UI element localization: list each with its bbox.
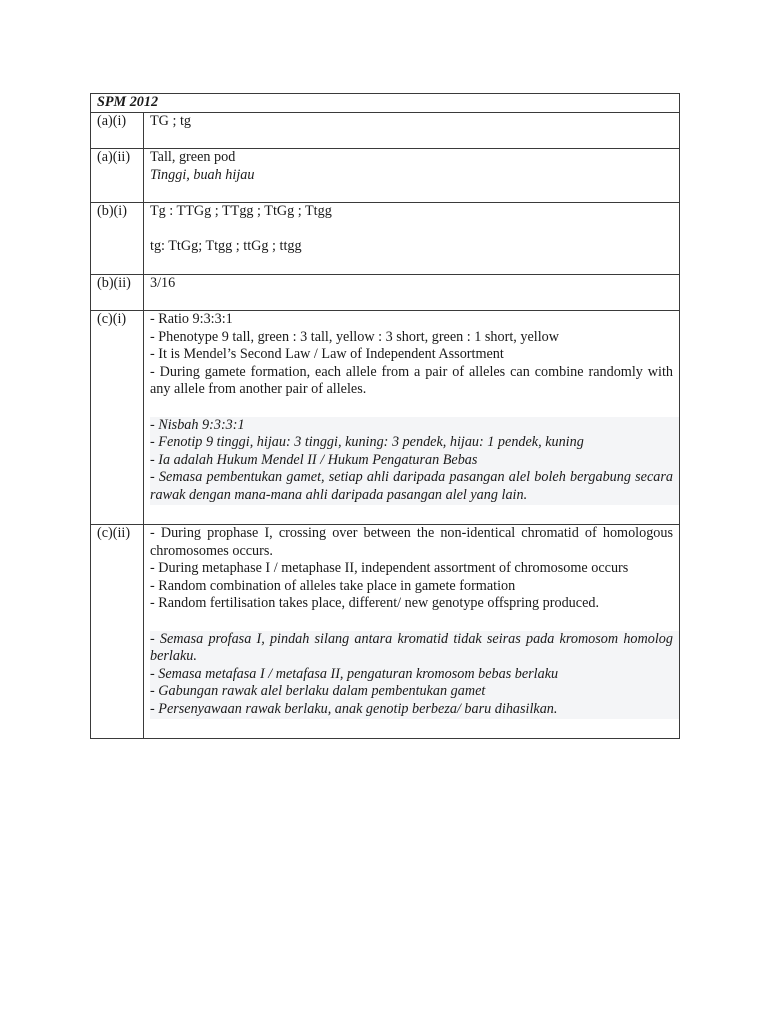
answer-line: Tall, green pod bbox=[150, 149, 236, 165]
table-row bbox=[91, 203, 680, 275]
answer-cell bbox=[144, 149, 680, 203]
answer-line-malay: - Nisbah 9:3:3:1 bbox=[150, 416, 245, 433]
table-row bbox=[91, 525, 680, 739]
question-label: (b)(ii) bbox=[91, 275, 144, 311]
malay-translation-block bbox=[150, 417, 679, 505]
answer-cell bbox=[144, 203, 680, 275]
question-label: (c)(i) bbox=[91, 311, 144, 525]
table-title: SPM 2012 bbox=[91, 94, 680, 113]
table-row bbox=[91, 149, 680, 203]
answer-line-malay: - Ia adalah Hukum Mendel II / Hukum Pengaturan Bebas bbox=[150, 451, 478, 468]
answer-line: - During prophase I, crossing over between the non-identical chromatid of homologous chromosomes occurs. bbox=[150, 525, 673, 559]
malay-translation-block bbox=[150, 631, 679, 719]
answer-line-malay: - Persenyawaan rawak berlaku, anak genotip berbeza/ baru dihasilkan. bbox=[150, 700, 558, 717]
answer-cell bbox=[144, 311, 680, 525]
answer-line: TG ; tg bbox=[150, 113, 191, 129]
answer-line: tg: TtGg; Ttgg ; ttGg ; ttgg bbox=[150, 238, 302, 255]
answer-cell bbox=[144, 525, 680, 739]
table-row bbox=[91, 113, 680, 149]
answer-line-malay: - Semasa profasa I, pindah silang antara kromatid tidak seiras pada kromosom homolog berlaku. bbox=[150, 630, 673, 665]
answer-line: - During metaphase I / metaphase II, independent assortment of chromosome occurs bbox=[150, 560, 629, 577]
table-row bbox=[91, 311, 680, 525]
answer-line: - Phenotype 9 tall, green : 3 tall, yellow : 3 short, green : 1 short, yellow bbox=[150, 328, 559, 345]
answer-line: - Ratio 9:3:3:1 bbox=[150, 311, 233, 327]
answer-line: - It is Mendel’s Second Law / Law of Independent Assortment bbox=[150, 346, 504, 363]
answer-cell bbox=[144, 113, 680, 149]
title-row bbox=[91, 94, 680, 113]
answer-scheme-table bbox=[90, 93, 680, 739]
answer-cell bbox=[144, 275, 680, 311]
question-label: (b)(i) bbox=[91, 203, 144, 275]
spacer bbox=[150, 221, 673, 239]
answer-line: - Random combination of alleles take place in gamete formation bbox=[150, 577, 516, 594]
table-row bbox=[91, 275, 680, 311]
answer-line-malay: Tinggi, buah hijau bbox=[150, 166, 255, 183]
question-label: (a)(i) bbox=[91, 113, 144, 149]
answer-line-malay: - Semasa pembentukan gamet, setiap ahli daripada pasangan alel boleh bergabung secara rawak dengan mana-mana ahli daripada pasangan alel yang lain. bbox=[150, 469, 673, 503]
answer-line: - Random fertilisation takes place, different/ new genotype offspring produced. bbox=[150, 595, 600, 612]
question-label: (a)(ii) bbox=[91, 149, 144, 203]
spacer bbox=[150, 613, 673, 631]
question-label: (c)(ii) bbox=[91, 525, 144, 739]
answer-line: Tg : TTGg ; TTgg ; TtGg ; Ttgg bbox=[150, 203, 332, 219]
answer-line: - During gamete formation, each allele from a pair of alleles can combine randomly with any allele from another pair of alleles. bbox=[150, 363, 673, 398]
answer-line-malay: - Fenotip 9 tinggi, hijau: 3 tinggi, kuning: 3 pendek, hijau: 1 pendek, kuning bbox=[150, 434, 584, 451]
answer-line: 3/16 bbox=[150, 275, 176, 291]
spacer bbox=[150, 399, 673, 417]
answer-line-malay: - Semasa metafasa I / metafasa II, pengaturan kromosom bebas berlaku bbox=[150, 665, 559, 682]
answer-line-malay: - Gabungan rawak alel berlaku dalam pembentukan gamet bbox=[150, 683, 486, 700]
